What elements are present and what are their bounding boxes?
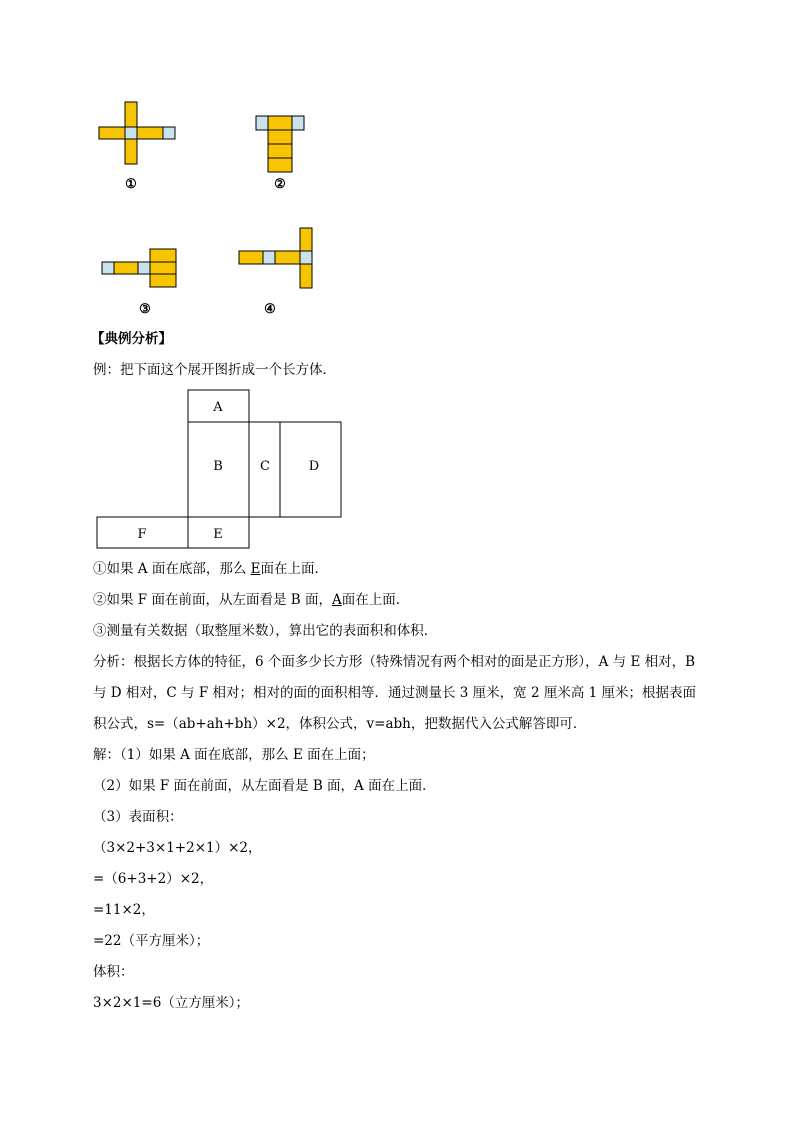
fig2-square-4 [268, 158, 292, 172]
analysis-line-2: 与 D 相对，C 与 F 相对；相对的面的面积相等．通过测量长 3 厘米，宽 2 厘米高 1 厘米；根据表面 [93, 685, 696, 701]
net-label-d: D [308, 459, 320, 474]
fig1-square-right [137, 127, 163, 139]
example-intro: 例：把下面这个展开图折成一个长方体． [93, 362, 336, 378]
net-figure-4 [235, 225, 325, 320]
solution-line-1: 解：（1）如果 A 面在底部，那么 E 面在上面； [93, 747, 375, 763]
solution-line-8: 体积： [93, 964, 134, 980]
question-2-post: 面在上面． [341, 592, 410, 608]
solution-line-7: =22（平方厘米）； [93, 933, 210, 949]
section-heading: 【典例分析】 [91, 331, 172, 347]
question-1-post: 面在上面． [260, 561, 328, 577]
fig3-label: ③ [139, 302, 151, 317]
analysis-line-1: 分析：根据长方体的特征，6 个面多少长方形（特殊情况有两个相对的面是正方形），A 与 E 相对，B [93, 654, 696, 670]
fig3-square-f [150, 274, 176, 287]
fig3-square-a [102, 262, 114, 274]
question-1-pre: ①如果 A 面在底部，那么 [93, 561, 251, 577]
net-label-b: B [213, 459, 223, 474]
question-2-answer: A [331, 592, 342, 608]
fig1-square-center [125, 127, 137, 139]
solution-line-4: （3×2+3×1+2×1）×2， [93, 840, 262, 856]
solution-line-2: （2）如果 F 面在前面，从左面看是 B 面，A 面在上面． [93, 778, 436, 794]
fig4-square-b [263, 251, 275, 264]
fig1-square-top [125, 102, 137, 127]
solution-line-3: （3）表面积： [93, 809, 183, 825]
question-2-pre: ②如果 F 面在前面，从左面看是 B 面， [93, 592, 332, 608]
net-label-e: E [213, 527, 223, 542]
fig4-square-a [239, 251, 263, 264]
net-figure-1 [95, 98, 185, 193]
fig4-label: ④ [264, 302, 276, 317]
cuboid-net-diagram [96, 388, 346, 550]
net-label-c: C [260, 459, 270, 474]
solution-line-6: =11×2， [93, 902, 155, 918]
fig1-label: ① [125, 177, 137, 192]
fig1-square-left [99, 127, 125, 139]
fig4-square-c [275, 251, 300, 264]
fig3-square-c [138, 262, 150, 274]
fig2-square-2 [268, 130, 292, 144]
question-1 [93, 560, 328, 578]
question-1-answer: E [250, 561, 261, 577]
fig2-label: ② [274, 177, 286, 192]
fig2-square-3 [268, 144, 292, 158]
fig3-square-e [150, 262, 176, 274]
question-3: ③测量有关数据（取整厘米数），算出它的表面积和体积． [93, 623, 438, 639]
analysis-line-3: 积公式，s=（ab+ah+bh）×2，体积公式，v=abh，把数据代入公式解答即可． [93, 716, 587, 732]
solution-line-9: 3×2×1=6（立方厘米）； [93, 995, 250, 1011]
solution-line-5: =（6+3+2）×2， [93, 871, 214, 887]
fig4-square-bottom [300, 264, 312, 288]
question-2 [93, 591, 409, 609]
fig2-square-top [268, 116, 292, 130]
fig4-square-mid [300, 251, 312, 264]
fig3-square-d [150, 249, 176, 262]
fig2-square-right [292, 116, 304, 130]
fig4-square-top [300, 228, 312, 251]
net-figure-3 [98, 245, 188, 320]
fig2-square-left [256, 116, 268, 130]
net-figure-2 [250, 108, 310, 193]
fig3-square-b [114, 262, 138, 274]
fig1-square-far-right [163, 127, 175, 139]
net-label-f: F [137, 527, 147, 542]
fig1-square-bottom [125, 139, 137, 164]
net-label-a: A [213, 400, 223, 415]
